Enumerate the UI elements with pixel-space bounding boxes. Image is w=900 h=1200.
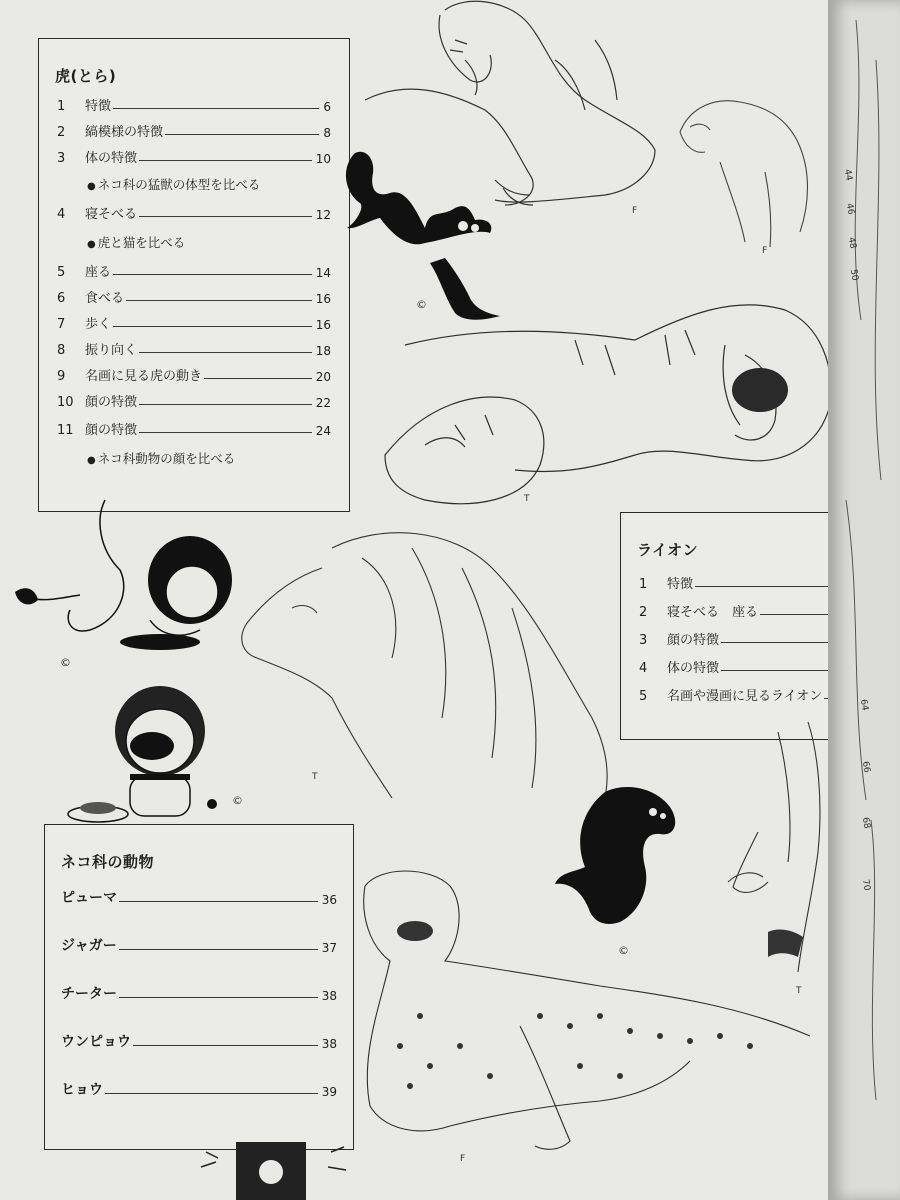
toc-row-page: 20 bbox=[315, 370, 331, 384]
toc-row-num: 2 bbox=[639, 605, 648, 620]
toc-note bbox=[87, 233, 185, 251]
adjacent-page-number: 68 bbox=[859, 816, 872, 830]
toc-row-num: 10 bbox=[57, 395, 74, 410]
toc-row-label: 顔の特徴 bbox=[85, 395, 138, 410]
toc-row bbox=[639, 601, 849, 620]
toc-row bbox=[57, 313, 331, 332]
toc-row-label: ウンピョウ bbox=[61, 1034, 131, 1050]
adjacent-page-number: 48 bbox=[845, 236, 858, 250]
leader-line bbox=[139, 159, 312, 161]
toc-row bbox=[57, 391, 331, 410]
toc-row-page: 12 bbox=[315, 208, 331, 222]
toc-row-num: 1 bbox=[57, 99, 66, 114]
leader-line bbox=[126, 299, 312, 301]
toc-row-page: 36 bbox=[321, 893, 337, 907]
copyright-mark: © bbox=[60, 656, 71, 669]
toc-row-num: 3 bbox=[639, 633, 648, 648]
cartoon-character-eating bbox=[60, 676, 240, 826]
toc-row-page: 8 bbox=[323, 126, 331, 140]
toc-row-num: 5 bbox=[639, 689, 648, 704]
toc-row bbox=[639, 685, 849, 704]
toc-row-page: 6 bbox=[323, 100, 331, 114]
toc-row-num: 9 bbox=[57, 369, 66, 384]
toc-row bbox=[57, 147, 331, 166]
leader-line bbox=[139, 431, 312, 433]
adjacent-page-number: 44 bbox=[841, 168, 854, 182]
toc-row-num: 4 bbox=[639, 661, 648, 676]
copyright-mark: © bbox=[232, 794, 243, 807]
toc-row-label: 座る bbox=[85, 265, 112, 280]
toc-note-text: 虎と猫を比べる bbox=[97, 235, 186, 250]
toc-row-page: 24 bbox=[315, 424, 331, 438]
toc-row bbox=[57, 203, 331, 222]
toc-row-num: 8 bbox=[57, 343, 66, 358]
toc-row-page: 22 bbox=[315, 396, 331, 410]
toc-row-page: 18 bbox=[315, 344, 331, 358]
copyright-mark: © bbox=[618, 944, 629, 957]
tiger-toc-box bbox=[38, 38, 350, 512]
toc-row-num: 4 bbox=[57, 207, 66, 222]
toc-row-num: 6 bbox=[57, 291, 66, 306]
toc-row-page: 38 bbox=[321, 989, 337, 1003]
toc-row bbox=[57, 419, 331, 438]
jaguar-sketch bbox=[340, 866, 835, 1166]
leader-line bbox=[760, 613, 837, 615]
leader-line bbox=[113, 107, 319, 109]
toc-note-text: ネコ科の猛獣の体型を比べる bbox=[97, 177, 261, 192]
toc-row-label: チーター bbox=[61, 986, 117, 1002]
leader-line bbox=[105, 1092, 318, 1094]
leader-line bbox=[721, 641, 837, 643]
bullet-icon: ● bbox=[87, 239, 96, 250]
toc-row bbox=[57, 287, 331, 306]
toc-row-label: ヒョウ bbox=[61, 1082, 103, 1098]
bullet-icon: ● bbox=[87, 455, 96, 466]
artist-mark: T bbox=[796, 986, 802, 996]
adjacent-page-number: 64 bbox=[857, 698, 870, 712]
toc-row-num: 11 bbox=[57, 423, 74, 438]
leader-line bbox=[139, 403, 312, 405]
toc-row-label: 歩く bbox=[85, 317, 112, 332]
toc-row-num: 2 bbox=[57, 125, 66, 140]
leader-line bbox=[133, 1044, 318, 1046]
cat-family-toc-box bbox=[44, 824, 354, 1150]
toc-row bbox=[57, 365, 331, 384]
toc-row-label: 名画に見る虎の動き bbox=[85, 369, 203, 384]
leader-line bbox=[204, 377, 312, 379]
toc-row-label: 縞模様の特徴 bbox=[85, 125, 164, 140]
toc-row-page: 14 bbox=[315, 266, 331, 280]
toc-row-num: 5 bbox=[57, 265, 66, 280]
toc-row bbox=[61, 1031, 337, 1051]
toc-row bbox=[61, 1079, 337, 1099]
leader-line bbox=[695, 585, 837, 587]
leader-line bbox=[139, 215, 312, 217]
toc-row-label: 寝そべる 座る bbox=[667, 605, 759, 620]
adjacent-page-number: 46 bbox=[843, 202, 856, 216]
leader-line bbox=[113, 273, 312, 275]
artist-mark: T bbox=[312, 772, 318, 782]
toc-row-page: 37 bbox=[321, 941, 337, 955]
toc-row-page: 16 bbox=[315, 292, 331, 306]
toc-row-num: 3 bbox=[57, 151, 66, 166]
adjacent-page-number: 66 bbox=[859, 760, 872, 774]
tiger-toc-title: 虎(とら) bbox=[55, 67, 117, 85]
cartoon-lion bbox=[10, 480, 260, 660]
toc-row bbox=[61, 983, 337, 1003]
artist-mark: T bbox=[524, 494, 530, 504]
toc-row bbox=[57, 339, 331, 358]
toc-row-num: 1 bbox=[639, 577, 648, 592]
lion-toc-title: ライオン bbox=[637, 541, 699, 559]
adjacent-page-number: 50 bbox=[847, 268, 860, 282]
toc-row-label: 名画や漫画に見るライオン bbox=[667, 689, 823, 704]
bullet-icon: ● bbox=[87, 181, 96, 192]
toc-row-label: 寝そべる bbox=[85, 207, 138, 222]
toc-row-label: 顔の特徴 bbox=[667, 633, 720, 648]
toc-row-label: 振り向く bbox=[85, 343, 138, 358]
lion-toc-box bbox=[620, 512, 861, 740]
toc-row bbox=[639, 629, 849, 648]
toc-row-label: 食べる bbox=[85, 291, 125, 306]
adjacent-page-number: 70 bbox=[859, 878, 872, 892]
leader-line bbox=[119, 996, 318, 998]
toc-row-label: ピューマ bbox=[61, 890, 117, 906]
adjacent-page-edge bbox=[828, 0, 900, 1200]
artist-mark: F bbox=[762, 246, 768, 256]
artist-mark: F bbox=[460, 1154, 466, 1164]
copyright-mark: © bbox=[416, 298, 427, 311]
toc-row-label: ジャガー bbox=[61, 938, 117, 954]
cartoon-character-small bbox=[196, 1132, 356, 1200]
toc-row bbox=[639, 657, 849, 676]
leader-line bbox=[165, 133, 319, 135]
toc-note-text: ネコ科動物の顔を比べる bbox=[97, 451, 236, 466]
toc-row bbox=[61, 887, 337, 907]
toc-row-label: 顔の特徴 bbox=[85, 423, 138, 438]
toc-row-page: 16 bbox=[315, 318, 331, 332]
toc-row bbox=[57, 121, 331, 140]
toc-row bbox=[61, 935, 337, 955]
leader-line bbox=[119, 948, 318, 950]
toc-row bbox=[57, 95, 331, 114]
toc-note bbox=[87, 449, 235, 467]
leader-line bbox=[139, 351, 312, 353]
leader-line bbox=[113, 325, 312, 327]
toc-row-page: 39 bbox=[321, 1085, 337, 1099]
artist-mark: F bbox=[632, 206, 638, 216]
leader-line bbox=[119, 900, 318, 902]
toc-row-num: 7 bbox=[57, 317, 66, 332]
cat-family-toc-title: ネコ科の動物 bbox=[61, 853, 155, 871]
leader-line bbox=[721, 669, 837, 671]
toc-row-page: 10 bbox=[315, 152, 331, 166]
toc-row bbox=[57, 261, 331, 280]
toc-row-label: 体の特徴 bbox=[85, 151, 138, 166]
lying-tiger-sketch bbox=[365, 295, 835, 520]
toc-row bbox=[639, 573, 849, 592]
toc-row-label: 体の特徴 bbox=[667, 661, 720, 676]
toc-row-label: 特徴 bbox=[85, 99, 112, 114]
toc-row-label: 特徴 bbox=[667, 577, 694, 592]
cougar-sketch-illustration bbox=[670, 92, 830, 262]
toc-row-page: 38 bbox=[321, 1037, 337, 1051]
toc-note bbox=[87, 175, 260, 193]
